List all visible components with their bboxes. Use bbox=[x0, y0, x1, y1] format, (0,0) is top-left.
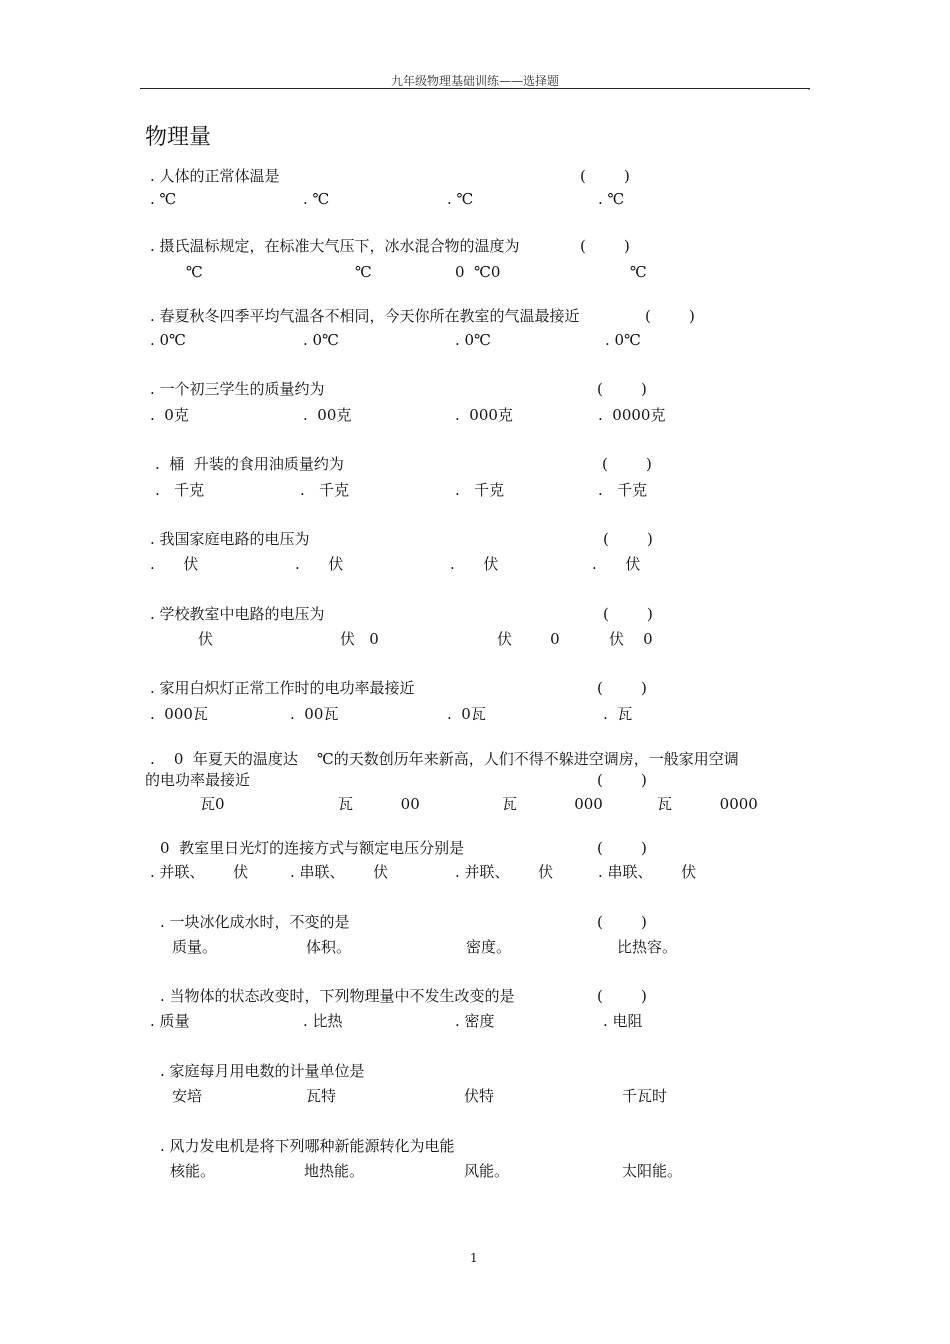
option-d: 瓦 0000 bbox=[657, 795, 758, 813]
option-a: . 0克 bbox=[150, 406, 189, 424]
option-a: . 伏 bbox=[150, 555, 199, 573]
option-d: . ℃ bbox=[598, 190, 625, 208]
question-stem: . 摄氏温标规定，在标准大气压下，冰水混合物的温度为 bbox=[150, 237, 520, 255]
question-stem: . 一个初三学生的质量约为 bbox=[150, 380, 325, 398]
question-stem-cont: 的电功率最接近 bbox=[145, 771, 251, 789]
question-stem: . 人体的正常体温是 bbox=[150, 167, 280, 185]
option-c: . 伏 bbox=[450, 555, 499, 573]
option-d: 千瓦时 bbox=[622, 1087, 668, 1105]
option-b: . 千克 bbox=[300, 481, 350, 499]
answer-paren: ( ) bbox=[597, 913, 647, 931]
option-d: . 0℃ bbox=[605, 331, 641, 349]
option-c: . 密度 bbox=[455, 1012, 495, 1030]
option-c: 伏 0 bbox=[497, 630, 560, 648]
option-a: 安培 bbox=[172, 1087, 203, 1105]
option-c: 伏特 bbox=[464, 1087, 495, 1105]
header-rule bbox=[140, 88, 810, 89]
answer-paren: ( ) bbox=[603, 605, 653, 623]
option-c: 风能。 bbox=[464, 1162, 510, 1180]
option-c: 瓦 000 bbox=[502, 795, 603, 813]
option-b: . 串联、 伏 bbox=[290, 863, 389, 881]
question-stem: . 桶 升装的食用油质量约为 bbox=[155, 455, 344, 473]
option-a: . 000瓦 bbox=[150, 705, 208, 723]
question-stem: . 0 年夏天的温度达 ℃的天数创历年来新高，人们不得不躲进空调房，一般家用空调 bbox=[150, 750, 739, 768]
option-d: 比热容。 bbox=[617, 938, 678, 956]
section-title: 物理量 bbox=[145, 125, 212, 150]
header-mark: , bbox=[808, 82, 811, 92]
option-c: 密度。 bbox=[466, 938, 512, 956]
option-d: ℃ bbox=[630, 263, 647, 281]
option-b: . 00瓦 bbox=[290, 705, 339, 723]
question-stem: . 风力发电机是将下列哪种新能源转化为电能 bbox=[160, 1137, 455, 1155]
option-b: ℃ bbox=[355, 263, 372, 281]
running-header: 九年级物理基础训练——选择题 bbox=[390, 74, 559, 88]
option-b: 地热能。 bbox=[304, 1162, 365, 1180]
option-b: . 比热 bbox=[303, 1012, 343, 1030]
option-a: 伏 bbox=[198, 630, 214, 648]
option-c: . 0瓦 bbox=[447, 705, 486, 723]
question-stem: . 春夏秋冬四季平均气温各不相同，今天你所在教室的气温最接近 bbox=[150, 307, 580, 325]
option-d: . 瓦 bbox=[603, 705, 633, 723]
option-d: . 串联、 伏 bbox=[598, 863, 697, 881]
option-c: 0 ℃0 bbox=[455, 263, 501, 281]
option-c: . ℃ bbox=[447, 190, 474, 208]
answer-paren: ( ) bbox=[597, 679, 647, 697]
question-stem: . 我国家庭电路的电压为 bbox=[150, 530, 310, 548]
option-a: 核能。 bbox=[170, 1162, 216, 1180]
answer-paren: ( ) bbox=[602, 455, 652, 473]
option-b: . ℃ bbox=[303, 190, 330, 208]
page-number: 1 bbox=[470, 1251, 478, 1265]
answer-paren: ( ) bbox=[597, 839, 647, 857]
answer-paren: ( ) bbox=[597, 987, 647, 1005]
answer-paren: ( ) bbox=[645, 307, 695, 325]
option-d: 伏 0 bbox=[609, 630, 653, 648]
option-d: . 0000克 bbox=[598, 406, 666, 424]
question-stem: . 当物体的状态改变时，下列物理量中不发生改变的是 bbox=[160, 987, 515, 1005]
option-a: . ℃ bbox=[150, 190, 177, 208]
question-stem: . 学校教室中电路的电压为 bbox=[150, 605, 325, 623]
question-stem: 0 教室里日光灯的连接方式与额定电压分别是 bbox=[160, 839, 465, 857]
question-stem: . 家庭每月用电数的计量单位是 bbox=[160, 1062, 365, 1080]
option-b: . 0℃ bbox=[303, 331, 339, 349]
option-b: 瓦特 bbox=[306, 1087, 337, 1105]
answer-paren: ( ) bbox=[603, 530, 653, 548]
question-stem: . 家用白炽灯正常工作时的电功率最接近 bbox=[150, 679, 415, 697]
option-d: 太阳能。 bbox=[622, 1162, 683, 1180]
option-c: . 并联、 伏 bbox=[455, 863, 554, 881]
question-stem: . 一块冰化成水时，不变的是 bbox=[160, 913, 350, 931]
option-d: . 千克 bbox=[598, 481, 648, 499]
option-a: . 质量 bbox=[150, 1012, 190, 1030]
answer-paren: ( ) bbox=[597, 771, 647, 789]
answer-paren: ( ) bbox=[597, 380, 647, 398]
option-d: . 伏 bbox=[592, 555, 641, 573]
option-a: . 并联、 伏 bbox=[150, 863, 249, 881]
option-a: . 0℃ bbox=[150, 331, 186, 349]
option-b: . 00克 bbox=[303, 406, 352, 424]
option-a: 质量。 bbox=[172, 938, 218, 956]
option-d: . 电阻 bbox=[603, 1012, 643, 1030]
option-c: . 000克 bbox=[455, 406, 513, 424]
answer-paren: ( ) bbox=[580, 237, 630, 255]
option-b: 瓦 00 bbox=[338, 795, 420, 813]
option-b: . 伏 bbox=[295, 555, 344, 573]
option-c: . 千克 bbox=[455, 481, 505, 499]
option-a: 瓦0 bbox=[200, 795, 225, 813]
option-b: 体积。 bbox=[306, 938, 352, 956]
answer-paren: ( ) bbox=[580, 167, 630, 185]
option-b: 伏 0 bbox=[340, 630, 379, 648]
option-a: ℃ bbox=[186, 263, 203, 281]
option-a: . 千克 bbox=[155, 481, 205, 499]
option-c: . 0℃ bbox=[455, 331, 491, 349]
